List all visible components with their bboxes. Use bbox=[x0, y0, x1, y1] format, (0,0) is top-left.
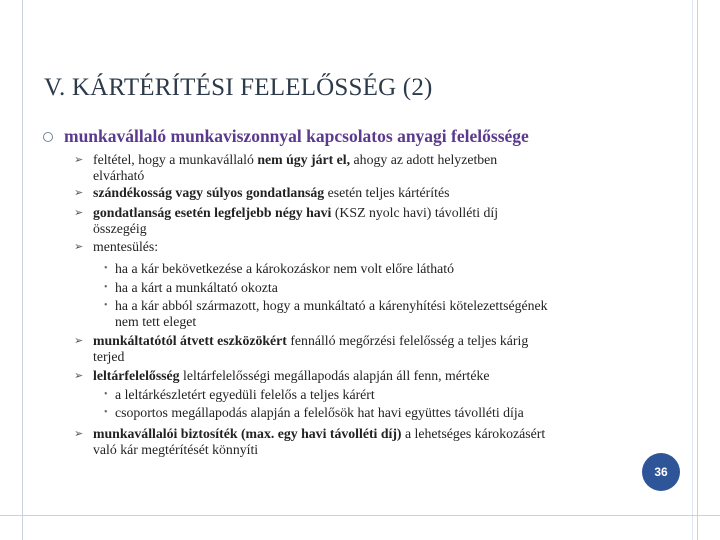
circle-bullet-icon bbox=[43, 132, 53, 142]
sub-item: a leltárkészletért egyedüli felelős a teljes kárért bbox=[115, 387, 375, 402]
list-item: szándékosság vagy súlyos gondatlanság esetén teljes kártérítés bbox=[93, 185, 450, 200]
frame-line-right bbox=[697, 0, 698, 540]
arrow-bullet-icon: ➢ bbox=[74, 370, 84, 382]
dot-bullet-icon: • bbox=[104, 300, 108, 311]
sub-item: ha a kárt a munkáltató okozta bbox=[115, 280, 278, 295]
list-item: leltárfelelősség leltárfelelősségi megállapodás alapján áll fenn, mértéke bbox=[93, 368, 490, 383]
arrow-bullet-icon: ➢ bbox=[74, 335, 84, 347]
dot-bullet-icon: • bbox=[104, 389, 108, 400]
sub-item: ha a kár abból származott, hogy a munkáltató a kárenyhítési kötelezettségének nem tett eleget bbox=[115, 298, 548, 329]
arrow-bullet-icon: ➢ bbox=[74, 154, 84, 166]
arrow-bullet-icon: ➢ bbox=[74, 241, 84, 253]
arrow-bullet-icon: ➢ bbox=[74, 428, 84, 440]
dot-bullet-icon: • bbox=[104, 282, 108, 293]
list-item: mentesülés: bbox=[93, 239, 159, 254]
main-point: munkavállaló munkaviszonnyal kapcsolatos anyagi felelőssége bbox=[64, 126, 529, 146]
frame-line-left bbox=[22, 0, 23, 540]
frame-line-right-inner bbox=[692, 0, 693, 540]
dot-bullet-icon: • bbox=[104, 263, 108, 274]
list-item: munkáltatótól átvett eszközökért fennálló megőrzési felelősség a teljes kárig terjed bbox=[93, 333, 529, 364]
arrow-bullet-icon: ➢ bbox=[74, 207, 84, 219]
list-item: feltétel, hogy a munkavállaló nem úgy járt el, ahogy az adott helyzetben elvárható bbox=[93, 152, 498, 183]
page-number-badge: 36 bbox=[642, 453, 680, 491]
arrow-bullet-icon: ➢ bbox=[74, 187, 84, 199]
list-item: gondatlanság esetén legfeljebb négy havi (KSZ nyolc havi) távolléti díj összegéig bbox=[93, 205, 499, 236]
sub-item: ha a kár bekövetkezése a károkozáskor nem volt előre látható bbox=[115, 261, 455, 276]
sub-item: csoportos megállapodás alapján a felelősök hat havi együttes távolléti díja bbox=[115, 405, 524, 420]
list-item: munkavállalói biztosíték (max. egy havi távolléti díj) a lehetséges károkozásért való kár megtérítését könnyíti bbox=[93, 426, 546, 457]
frame-line-bottom bbox=[0, 515, 720, 516]
dot-bullet-icon: • bbox=[104, 407, 108, 418]
slide-title: V. KÁRTÉRÍTÉSI FELELŐSSÉG (2) bbox=[44, 74, 433, 101]
